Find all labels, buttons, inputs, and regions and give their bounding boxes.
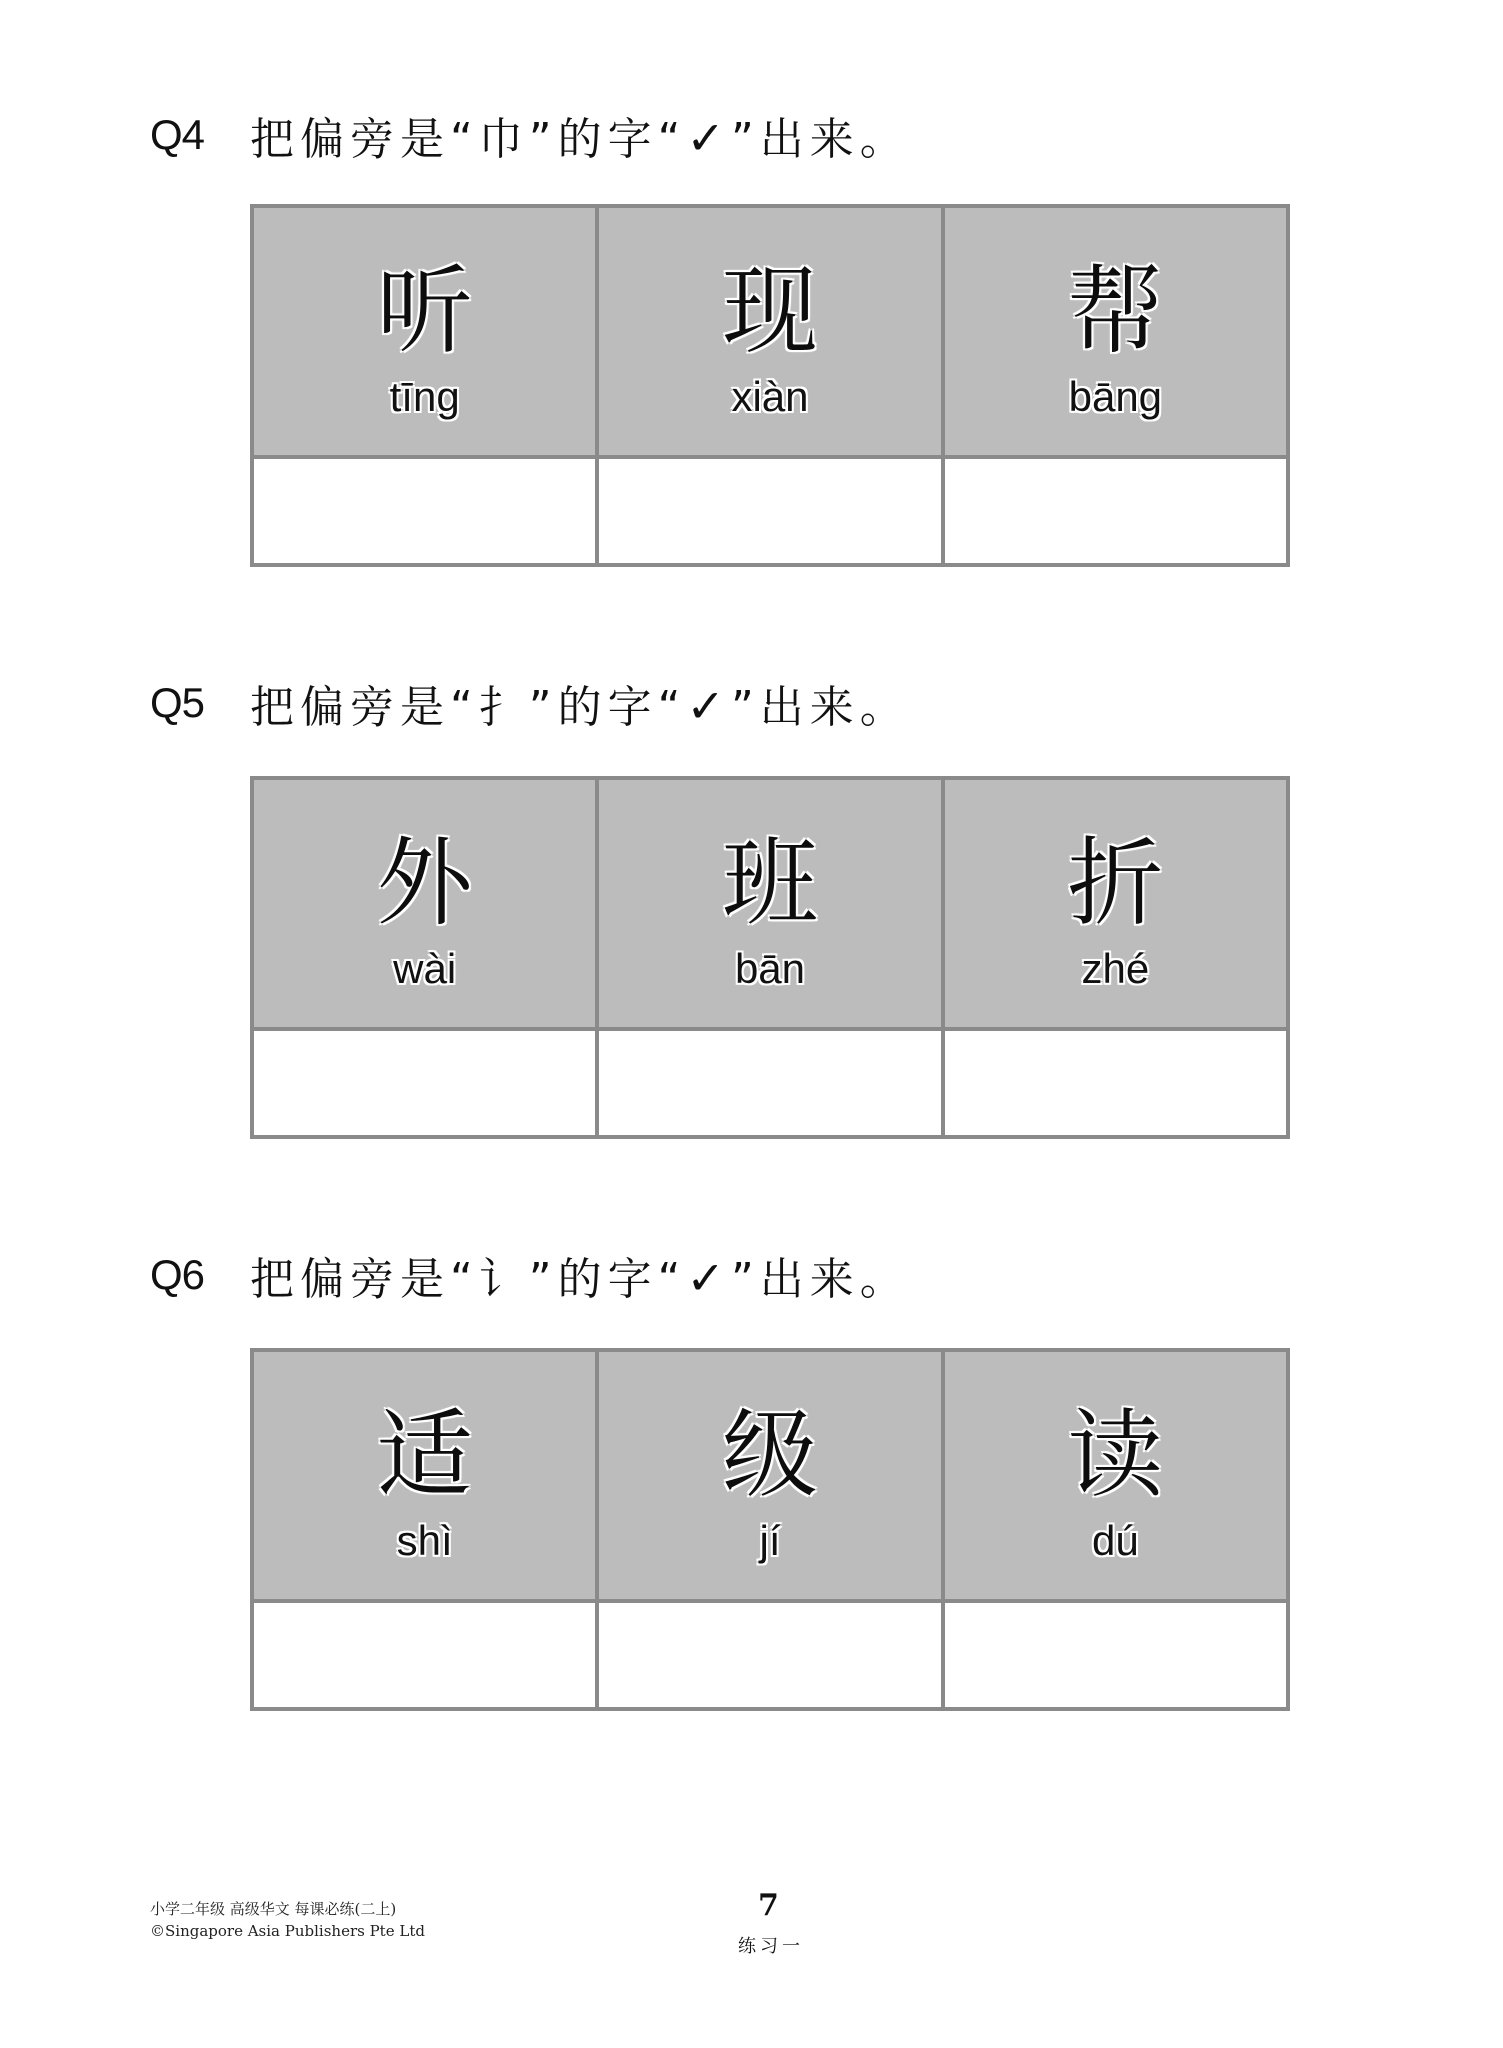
answer-box[interactable] [945, 1031, 1286, 1135]
pinyin: zhé [1081, 944, 1150, 992]
question-q6 [150, 1240, 910, 1310]
answer-box[interactable] [945, 459, 1286, 563]
copyright-text: ©Singapore Asia Publishers Pte Ltd [150, 1922, 425, 1940]
char-cell [599, 208, 940, 455]
question-prompt [150, 100, 910, 170]
char-cell [945, 208, 1286, 455]
char-cell [945, 780, 1286, 1027]
question-number: Q4 [150, 111, 205, 158]
hanzi: 班 [721, 826, 818, 939]
hanzi: 适 [376, 1398, 473, 1511]
char-cell [599, 1352, 940, 1599]
answer-box[interactable] [945, 1603, 1286, 1707]
char-cell [254, 208, 595, 455]
answer-grid-q6 [250, 1348, 1290, 1711]
footer-credits [150, 1898, 425, 1942]
hanzi: 级 [721, 1398, 818, 1511]
answer-box[interactable] [254, 1031, 595, 1135]
question-prompt [150, 1240, 910, 1310]
answer-box[interactable] [254, 459, 595, 563]
question-prompt [150, 668, 910, 738]
question-q5 [150, 668, 910, 738]
question-number: Q5 [150, 679, 205, 726]
answer-box[interactable] [599, 1031, 940, 1135]
pinyin: shì [396, 1516, 453, 1564]
question-q4 [150, 100, 910, 170]
pinyin: tīng [389, 372, 460, 420]
hanzi: 帮 [1067, 254, 1164, 367]
hanzi: 外 [376, 826, 473, 939]
pinyin: jí [759, 1516, 781, 1564]
hanzi: 听 [376, 254, 473, 367]
tick-icon: ✓ [686, 1251, 731, 1305]
pinyin: bān [734, 944, 806, 992]
question-text: 把偏旁是“巾”的字“✓”出来。 [250, 111, 910, 165]
book-title: 小学二年级 高级华文 每课必练(二上) [150, 1900, 397, 1918]
pinyin: dú [1091, 1516, 1139, 1564]
section-label: 练习一 [738, 1936, 804, 1957]
tick-icon: ✓ [686, 111, 731, 165]
answer-grid-q4 [250, 204, 1290, 567]
pinyin: wài [393, 944, 457, 992]
question-text: 把偏旁是“扌”的字“✓”出来。 [250, 679, 910, 733]
pinyin: bāng [1068, 372, 1163, 420]
answer-box[interactable] [599, 459, 940, 563]
answer-grid-q5 [250, 776, 1290, 1139]
hanzi: 读 [1067, 1398, 1164, 1511]
hanzi: 现 [721, 254, 818, 367]
char-cell [254, 780, 595, 1027]
hanzi: 折 [1067, 826, 1164, 939]
page-number: 7 [758, 1888, 779, 1923]
pinyin: xiàn [731, 372, 809, 420]
answer-box[interactable] [254, 1603, 595, 1707]
tick-icon: ✓ [686, 679, 731, 733]
question-number: Q6 [150, 1251, 205, 1298]
char-cell [599, 780, 940, 1027]
question-text: 把偏旁是“讠”的字“✓”出来。 [250, 1251, 910, 1305]
answer-box[interactable] [599, 1603, 940, 1707]
char-cell [254, 1352, 595, 1599]
char-cell [945, 1352, 1286, 1599]
